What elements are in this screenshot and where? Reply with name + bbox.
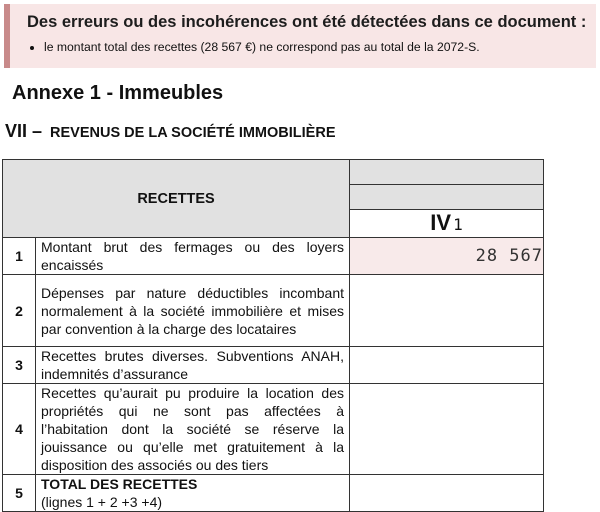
- row-number: 2: [3, 275, 36, 347]
- header-recettes: RECETTES: [3, 160, 350, 238]
- table-row: [3, 238, 544, 275]
- row-label: Recettes brutes diverses. Subventions ANAH, indemnités d’assurance: [36, 347, 350, 384]
- row-value-field[interactable]: [350, 347, 544, 384]
- alert-list: [22, 40, 586, 54]
- row-label: TOTAL DES RECETTES: [41, 476, 198, 492]
- table-row: [3, 275, 544, 347]
- row-number: 4: [3, 384, 36, 475]
- table-row: [3, 347, 544, 384]
- row-value-field[interactable]: [350, 384, 544, 475]
- alert-item: • le montant total des recettes (28 567 €) ne correspond pas au total de la 2072-S.: [44, 40, 586, 54]
- row-label-cell: [36, 475, 350, 512]
- header-blank-2: [350, 185, 544, 210]
- header-blank-1: [350, 160, 544, 185]
- row-label: Recettes qu’aurait pu produire la location des propriétés qui ne sont pas affectées à l’habitation dont la société se réserve la jouissance ou qu’elle met gratuitement à la disposition des associés ou des tiers: [36, 384, 350, 475]
- alert-title-text: Des erreurs ou des incohérences ont été détectées dans ce document :: [27, 13, 587, 31]
- row-value-field[interactable]: [350, 475, 544, 512]
- table-row: [3, 475, 544, 512]
- column-label: IV: [430, 210, 452, 235]
- section-number: VII –: [5, 121, 43, 141]
- annex-title: Annexe 1 - Immeubles: [12, 82, 224, 104]
- recettes-table: [2, 159, 544, 512]
- section-title: REVENUS DE LA SOCIÉTÉ IMMOBILIÈRE: [50, 125, 336, 141]
- section-heading: [5, 121, 336, 142]
- row-number: 5: [3, 475, 36, 512]
- row-sublabel: (lignes 1 + 2 +3 +4): [41, 494, 163, 510]
- column-sub: 1: [453, 215, 463, 234]
- table-row: [3, 384, 544, 475]
- error-alert: [4, 4, 596, 68]
- row-number: 1: [3, 238, 36, 275]
- row-label: Montant brut des fermages ou des loyers encaissés: [36, 238, 350, 275]
- row-label: Dépenses par nature déductibles incombant normalement à la société immobilière et mises par convention à la charge des locataires: [36, 275, 350, 347]
- row-value-field[interactable]: [350, 275, 544, 347]
- column-header-iv: [350, 210, 544, 238]
- row-value-field[interactable]: 28 567: [350, 238, 544, 275]
- alert-title: [22, 13, 586, 32]
- row-number: 3: [3, 347, 36, 384]
